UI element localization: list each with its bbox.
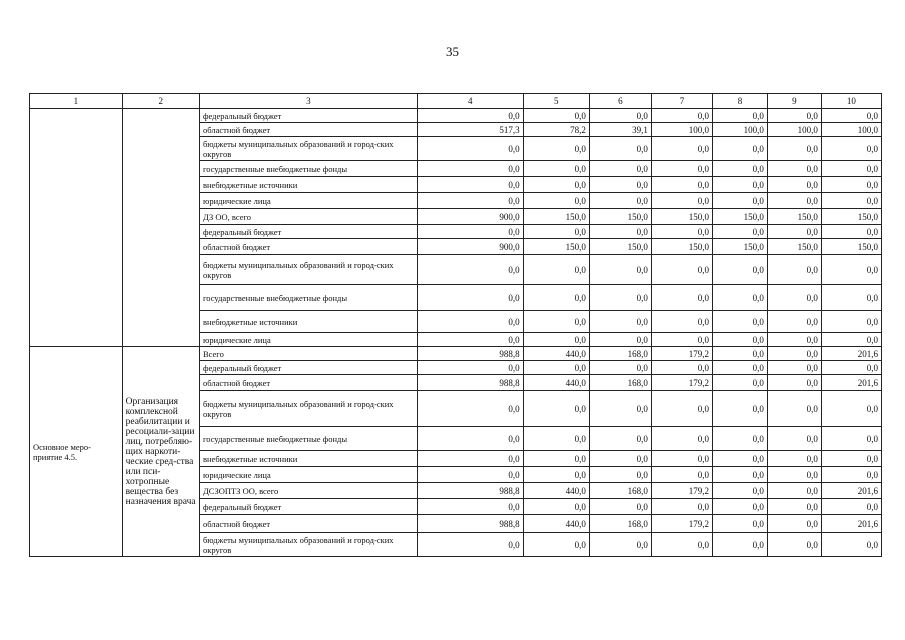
value-cell: 0,0: [589, 467, 651, 483]
value-cell: 150,0: [821, 239, 881, 255]
funding-source-cell: областной бюджет: [199, 375, 417, 391]
value-cell: 0,0: [651, 427, 712, 451]
value-cell: 150,0: [767, 209, 821, 225]
value-cell: 0,0: [712, 109, 767, 123]
column-header: 6: [589, 94, 651, 109]
value-cell: 0,0: [712, 515, 767, 533]
value-cell: 0,0: [712, 333, 767, 347]
value-cell: 0,0: [712, 533, 767, 557]
value-cell: 0,0: [767, 499, 821, 515]
value-cell: 0,0: [712, 375, 767, 391]
value-cell: 0,0: [523, 311, 589, 333]
value-cell: 988,8: [417, 375, 523, 391]
value-cell: 0,0: [589, 499, 651, 515]
value-cell: 0,0: [651, 333, 712, 347]
funding-source-cell: областной бюджет: [199, 515, 417, 533]
value-cell: 0,0: [523, 161, 589, 177]
funding-source-cell: государственные внебюджетные фонды: [199, 161, 417, 177]
funding-source-cell: внебюджетные источники: [199, 311, 417, 333]
value-cell: 0,0: [821, 177, 881, 193]
value-cell: 0,0: [712, 391, 767, 427]
value-cell: 0,0: [589, 109, 651, 123]
funding-source-cell: Всего: [199, 347, 417, 361]
funding-source-cell: федеральный бюджет: [199, 499, 417, 515]
value-cell: 0,0: [523, 467, 589, 483]
value-cell: 0,0: [651, 177, 712, 193]
value-cell: 0,0: [821, 467, 881, 483]
funding-source-cell: бюджеты муниципальных образований и город-ских округов: [199, 391, 417, 427]
value-cell: 150,0: [589, 239, 651, 255]
value-cell: 168,0: [589, 483, 651, 499]
column-header: 3: [199, 94, 417, 109]
value-cell: 0,0: [767, 193, 821, 209]
funding-source-cell: федеральный бюджет: [199, 225, 417, 239]
value-cell: 201,6: [821, 483, 881, 499]
value-cell: 0,0: [712, 467, 767, 483]
value-cell: 0,0: [821, 109, 881, 123]
value-cell: 0,0: [417, 311, 523, 333]
value-cell: 0,0: [712, 451, 767, 467]
value-cell: 440,0: [523, 375, 589, 391]
value-cell: 201,6: [821, 375, 881, 391]
value-cell: 440,0: [523, 515, 589, 533]
value-cell: 0,0: [523, 533, 589, 557]
value-cell: 0,0: [417, 109, 523, 123]
value-cell: 179,2: [651, 375, 712, 391]
value-cell: 150,0: [712, 239, 767, 255]
value-cell: 0,0: [767, 361, 821, 375]
funding-source-cell: юридические лица: [199, 193, 417, 209]
value-cell: 100,0: [767, 123, 821, 137]
value-cell: 0,0: [523, 177, 589, 193]
value-cell: 0,0: [417, 467, 523, 483]
value-cell: 0,0: [417, 255, 523, 285]
value-cell: 0,0: [821, 255, 881, 285]
funding-source-cell: внебюджетные источники: [199, 451, 417, 467]
value-cell: 0,0: [417, 499, 523, 515]
value-cell: 39,1: [589, 123, 651, 137]
value-cell: 0,0: [589, 361, 651, 375]
value-cell: 0,0: [821, 361, 881, 375]
value-cell: 0,0: [767, 375, 821, 391]
value-cell: 0,0: [417, 161, 523, 177]
value-cell: 0,0: [767, 177, 821, 193]
event-title-cell: Организация комплексной реабилитации и ресоциали-зации лиц, потребляю-щих наркоти-ческие сред-ства или пси-хотропные вещества без назначения врача: [122, 347, 199, 557]
column-header: 1: [30, 94, 123, 109]
value-cell: 150,0: [821, 209, 881, 225]
value-cell: 0,0: [767, 533, 821, 557]
value-cell: 0,0: [651, 533, 712, 557]
value-cell: 0,0: [767, 515, 821, 533]
value-cell: 0,0: [821, 391, 881, 427]
value-cell: 0,0: [651, 451, 712, 467]
value-cell: 0,0: [651, 467, 712, 483]
value-cell: 0,0: [712, 499, 767, 515]
value-cell: 0,0: [417, 533, 523, 557]
value-cell: 0,0: [589, 533, 651, 557]
value-cell: 0,0: [712, 137, 767, 161]
value-cell: 0,0: [651, 391, 712, 427]
value-cell: 0,0: [821, 193, 881, 209]
value-cell: 0,0: [821, 225, 881, 239]
value-cell: 0,0: [589, 311, 651, 333]
funding-source-cell: бюджеты муниципальных образований и город-ских округов: [199, 255, 417, 285]
value-cell: 0,0: [712, 427, 767, 451]
value-cell: 0,0: [767, 467, 821, 483]
table-row: [30, 347, 882, 361]
budget-table: [29, 93, 882, 557]
value-cell: 0,0: [767, 285, 821, 311]
value-cell: 0,0: [821, 161, 881, 177]
event-code-cell: Основное меро-приятие 4.5.: [30, 347, 123, 557]
value-cell: 900,0: [417, 209, 523, 225]
value-cell: 0,0: [417, 451, 523, 467]
column-header: 7: [651, 94, 712, 109]
value-cell: 100,0: [712, 123, 767, 137]
column-header: 8: [712, 94, 767, 109]
value-cell: 150,0: [651, 239, 712, 255]
value-cell: 0,0: [712, 285, 767, 311]
value-cell: 179,2: [651, 483, 712, 499]
value-cell: 201,6: [821, 515, 881, 533]
value-cell: 517,3: [417, 123, 523, 137]
value-cell: 0,0: [651, 109, 712, 123]
value-cell: 440,0: [523, 483, 589, 499]
value-cell: 0,0: [589, 255, 651, 285]
value-cell: 0,0: [767, 483, 821, 499]
value-cell: 0,0: [767, 255, 821, 285]
value-cell: 0,0: [523, 451, 589, 467]
value-cell: 0,0: [417, 193, 523, 209]
value-cell: 0,0: [651, 137, 712, 161]
funding-source-cell: областной бюджет: [199, 239, 417, 255]
value-cell: 0,0: [767, 161, 821, 177]
funding-source-cell: ДЗ ОО, всего: [199, 209, 417, 225]
value-cell: 0,0: [523, 193, 589, 209]
value-cell: 0,0: [712, 361, 767, 375]
value-cell: 0,0: [712, 255, 767, 285]
value-cell: 0,0: [589, 177, 651, 193]
value-cell: 0,0: [417, 391, 523, 427]
value-cell: 0,0: [651, 161, 712, 177]
funding-source-cell: государственные внебюджетные фонды: [199, 427, 417, 451]
value-cell: 0,0: [417, 137, 523, 161]
value-cell: 168,0: [589, 347, 651, 361]
value-cell: 440,0: [523, 347, 589, 361]
value-cell: 0,0: [821, 451, 881, 467]
funding-source-cell: федеральный бюджет: [199, 109, 417, 123]
value-cell: 0,0: [712, 347, 767, 361]
value-cell: 988,8: [417, 515, 523, 533]
value-cell: 0,0: [651, 193, 712, 209]
value-cell: 0,0: [821, 533, 881, 557]
value-cell: 0,0: [767, 225, 821, 239]
value-cell: 0,0: [651, 255, 712, 285]
column-header: 9: [767, 94, 821, 109]
page-number: 35: [446, 44, 459, 59]
value-cell: 150,0: [712, 209, 767, 225]
value-cell: 988,8: [417, 483, 523, 499]
column-header: 2: [122, 94, 199, 109]
table-row: [30, 109, 882, 123]
value-cell: 0,0: [523, 361, 589, 375]
value-cell: 0,0: [589, 193, 651, 209]
value-cell: 0,0: [589, 161, 651, 177]
value-cell: 0,0: [651, 225, 712, 239]
column-header: 10: [821, 94, 881, 109]
value-cell: 0,0: [821, 285, 881, 311]
value-cell: 0,0: [523, 255, 589, 285]
value-cell: 168,0: [589, 515, 651, 533]
value-cell: 0,0: [767, 333, 821, 347]
value-cell: 0,0: [523, 391, 589, 427]
funding-source-cell: государственные внебюджетные фонды: [199, 285, 417, 311]
event-code-cell: [30, 109, 123, 347]
value-cell: 78,2: [523, 123, 589, 137]
value-cell: 0,0: [651, 361, 712, 375]
value-cell: 0,0: [523, 109, 589, 123]
value-cell: 0,0: [417, 361, 523, 375]
value-cell: 0,0: [523, 225, 589, 239]
event-title-cell: [122, 109, 199, 347]
value-cell: 900,0: [417, 239, 523, 255]
value-cell: 0,0: [523, 427, 589, 451]
funding-source-cell: федеральный бюджет: [199, 361, 417, 375]
value-cell: 0,0: [523, 285, 589, 311]
value-cell: 0,0: [767, 427, 821, 451]
column-header: 5: [523, 94, 589, 109]
funding-source-cell: бюджеты муниципальных образований и город-ских округов: [199, 533, 417, 557]
value-cell: 0,0: [767, 311, 821, 333]
value-cell: 0,0: [417, 333, 523, 347]
funding-source-cell: юридические лица: [199, 467, 417, 483]
value-cell: 0,0: [712, 193, 767, 209]
value-cell: 0,0: [417, 427, 523, 451]
value-cell: 150,0: [651, 209, 712, 225]
value-cell: 0,0: [767, 391, 821, 427]
value-cell: 0,0: [712, 483, 767, 499]
value-cell: 100,0: [821, 123, 881, 137]
value-cell: 0,0: [651, 311, 712, 333]
funding-source-cell: ДСЗОПТЗ ОО, всего: [199, 483, 417, 499]
value-cell: 0,0: [417, 225, 523, 239]
value-cell: 0,0: [767, 347, 821, 361]
value-cell: 0,0: [712, 161, 767, 177]
value-cell: 0,0: [821, 137, 881, 161]
value-cell: 150,0: [767, 239, 821, 255]
value-cell: 100,0: [651, 123, 712, 137]
value-cell: 179,2: [651, 347, 712, 361]
value-cell: 0,0: [712, 177, 767, 193]
value-cell: 201,6: [821, 347, 881, 361]
value-cell: 179,2: [651, 515, 712, 533]
value-cell: 0,0: [712, 311, 767, 333]
value-cell: 150,0: [523, 209, 589, 225]
value-cell: 0,0: [821, 333, 881, 347]
value-cell: 0,0: [589, 137, 651, 161]
value-cell: 0,0: [767, 137, 821, 161]
value-cell: 150,0: [589, 209, 651, 225]
value-cell: 0,0: [523, 137, 589, 161]
value-cell: 0,0: [821, 311, 881, 333]
funding-source-cell: юридические лица: [199, 333, 417, 347]
value-cell: 0,0: [821, 427, 881, 451]
value-cell: 0,0: [523, 333, 589, 347]
value-cell: 0,0: [589, 285, 651, 311]
value-cell: 0,0: [417, 177, 523, 193]
funding-source-cell: внебюджетные источники: [199, 177, 417, 193]
value-cell: 0,0: [651, 285, 712, 311]
value-cell: 0,0: [651, 499, 712, 515]
value-cell: 168,0: [589, 375, 651, 391]
value-cell: 0,0: [417, 285, 523, 311]
value-cell: 0,0: [767, 109, 821, 123]
value-cell: 150,0: [523, 239, 589, 255]
value-cell: 0,0: [589, 333, 651, 347]
value-cell: 0,0: [523, 499, 589, 515]
column-header: 4: [417, 94, 523, 109]
value-cell: 0,0: [712, 225, 767, 239]
value-cell: 0,0: [589, 225, 651, 239]
funding-source-cell: бюджеты муниципальных образований и город-ских округов: [199, 137, 417, 161]
funding-source-cell: областной бюджет: [199, 123, 417, 137]
header-row: [30, 94, 882, 109]
value-cell: 0,0: [767, 451, 821, 467]
value-cell: 0,0: [589, 391, 651, 427]
value-cell: 0,0: [589, 427, 651, 451]
value-cell: 988,8: [417, 347, 523, 361]
value-cell: 0,0: [589, 451, 651, 467]
value-cell: 0,0: [821, 499, 881, 515]
